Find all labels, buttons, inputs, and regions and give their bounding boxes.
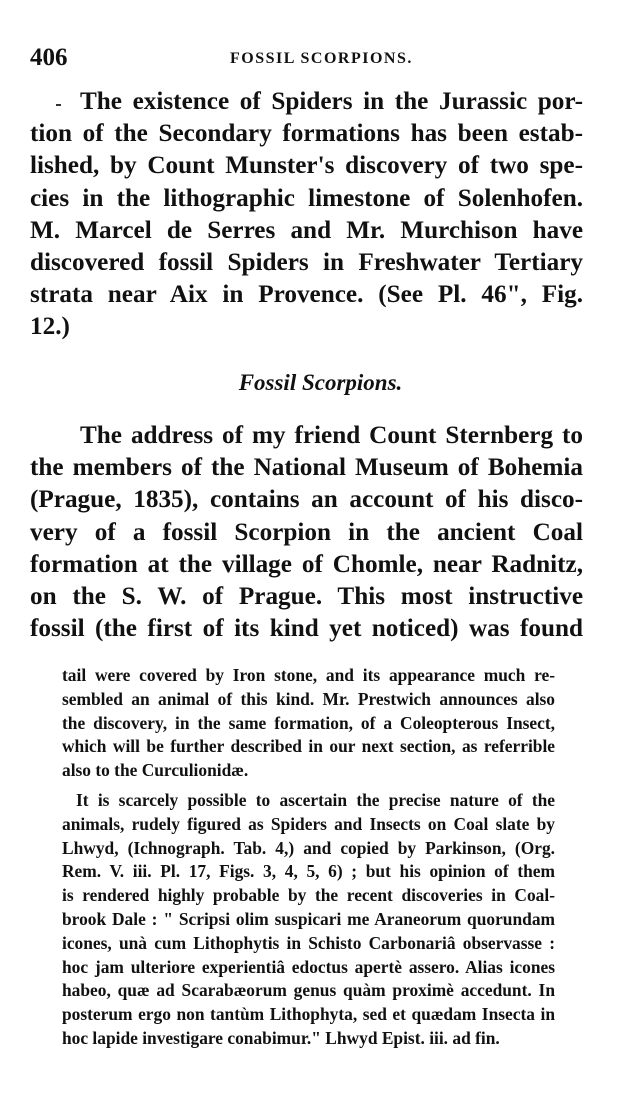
text-line: M. Marcel de Serres and Mr. Murchison have [30, 216, 583, 244]
text-line: The address of my friend Count Sternberg to [80, 422, 583, 449]
footnote-line: sembled an animal of this kind. Mr. Prestwich announces also [62, 688, 555, 709]
text-line: lished, by Count Munster's discovery of two spe- [30, 152, 583, 180]
text-line: formation at the village of Chomle, near Radnitz, [30, 550, 583, 578]
text-line: (Prague, 1835), contains an account of his disco- [30, 486, 583, 514]
footnote-line: the discovery, in the same formation, of a Coleopterous Insect, [62, 712, 555, 733]
footnote-continued [62, 664, 555, 783]
section-heading: Fossil Scorpions. [238, 370, 403, 395]
text-line: fossil (the first of its kind yet noticed) was found [30, 615, 583, 643]
footnote-line: also to the Curculionidæ. [62, 760, 249, 781]
text-line: discovered fossil Spiders in Freshwater Tertiary [30, 249, 583, 277]
running-head: FOSSIL SCORPIONS. [230, 50, 413, 67]
paragraph-spiders [30, 86, 583, 344]
text-line: on the S. W. of Prague. This most instructive [30, 583, 583, 611]
footnote-line: icones, unà cum Lithophytis in Schisto Carbonariâ observasse : [62, 932, 555, 953]
footnote-line: is rendered highly probable by the recent discoveries in Coal- [62, 885, 555, 906]
text-line: The existence of Spiders in the Jurassic por- [80, 88, 583, 115]
text-line: the members of the National Museum of Bohemia [30, 454, 583, 482]
text-line: tion of the Secondary formations has been estab- [30, 120, 583, 148]
text-line: very of a fossil Scorpion in the ancient Coal [30, 518, 583, 546]
footnote-line: habeo, quæ ad Scarabæorum genus quàm proximè accedunt. In [62, 980, 555, 1001]
footnote-line: hoc jam ulteriore experientiâ edoctus apertè assero. Alias icones [62, 956, 555, 977]
footnote-line: tail were covered by Iron stone, and its appearance much re- [62, 665, 555, 685]
paragraph-scorpions [30, 420, 583, 645]
footnote-line: brook Dale : " Scripsi olim suspicari me Araneorum quorundam [62, 908, 555, 929]
text-line: strata near Aix in Provence. (See Pl. 46", Fig. [30, 281, 583, 309]
footnote-line: Lhwyd, (Ichnograph. Tab. 4,) and copied by Parkinson, (Org. [62, 837, 555, 858]
footnote-line: posterum ergo non tantùm Lithophyta, sed et quædam Insecta in [62, 1004, 555, 1025]
page-number: 406 [30, 44, 68, 71]
footnote-line: animals, rudely figured as Spiders and Insects on Coal slate by [62, 813, 555, 834]
footnote-line: which will be further described in our next section, as referrible [62, 736, 555, 757]
text-line: 12.) [30, 313, 70, 341]
page-header [30, 44, 590, 76]
footnote-line: hoc lapide investigare conabimur." Lhwyd Epist. iii. ad fin. [62, 1027, 500, 1048]
footnotes [62, 664, 555, 1051]
text-line: cies in the lithographic limestone of Solenhofen. [30, 184, 583, 212]
footnote-lhwyd [62, 789, 555, 1051]
footnote-line: Rem. V. iii. Pl. 17, Figs. 3, 4, 5, 6) ; but his opinion of them [62, 861, 555, 882]
footnote-line: It is scarcely possible to ascertain the precise nature of the [76, 789, 555, 810]
